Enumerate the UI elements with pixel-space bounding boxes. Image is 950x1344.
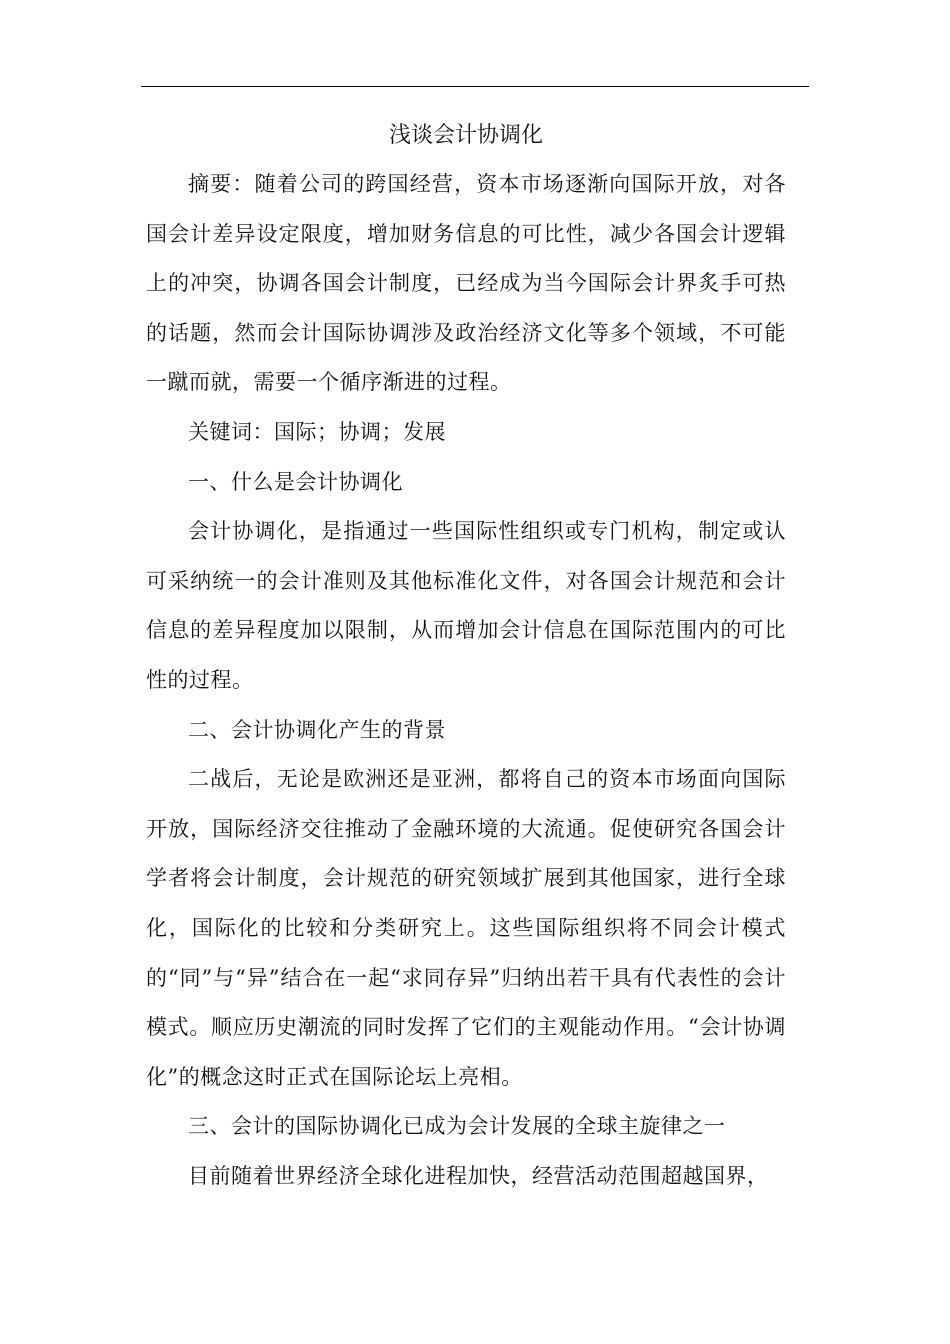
abstract-paragraph: 摘要：随着公司的跨国经营，资本市场逐渐向国际开放，对各国会计差异设定限度，增加财务信息的可比性，减少各国会计逻辑上的冲突，协调各国会计制度，已经成为当今国际会计界炙手可热的话题，然而会计国际协调涉及政治经济文化等多个领域，不可能一蹴而就，需要一个循序渐进的过程。 — [146, 172, 786, 395]
section-2-paragraph: 二战后，无论是欧洲还是亚洲，都将自己的资本市场面向国际开放，国际经济交往推动了金融环境的大流通。促使研究各国会计学者将会计制度，会计规范的研究领域扩展到其他国家，进行全球化，国际化的比较和分类研究上。这些国际组织将不同会计模式的“同”与“异”结合在一起“求同存异”归纳出若干具有代表性的会计模式。顺应历史潮流的同时发挥了它们的主观能动作用。“会计协调化”的概念这时正式在国际论坛上亮相。 — [146, 767, 786, 1089]
section-3-heading: 三、会计的国际协调化已成为会计发展的全球主旋律之一 — [188, 1114, 726, 1139]
header-rule — [141, 86, 809, 87]
section-1-paragraph: 会计协调化，是指通过一些国际性组织或专门机构，制定或认可采纳统一的会计准则及其他标准化文件，对各国会计规范和会计信息的差异程度加以限制，从而增加会计信息在国际范围内的可比性的过程。 — [146, 519, 786, 692]
section-1-heading: 一、什么是会计协调化 — [188, 469, 403, 494]
section-2-heading: 二、会计协调化产生的背景 — [188, 717, 446, 742]
document-title: 浅谈会计协调化 — [388, 123, 543, 148]
keywords-line: 关键词：国际；协调；发展 — [188, 419, 446, 444]
section-3-paragraph: 目前随着世界经济全球化进程加快，经营活动范围超越国界， — [188, 1163, 769, 1188]
document-body — [146, 112, 786, 1201]
